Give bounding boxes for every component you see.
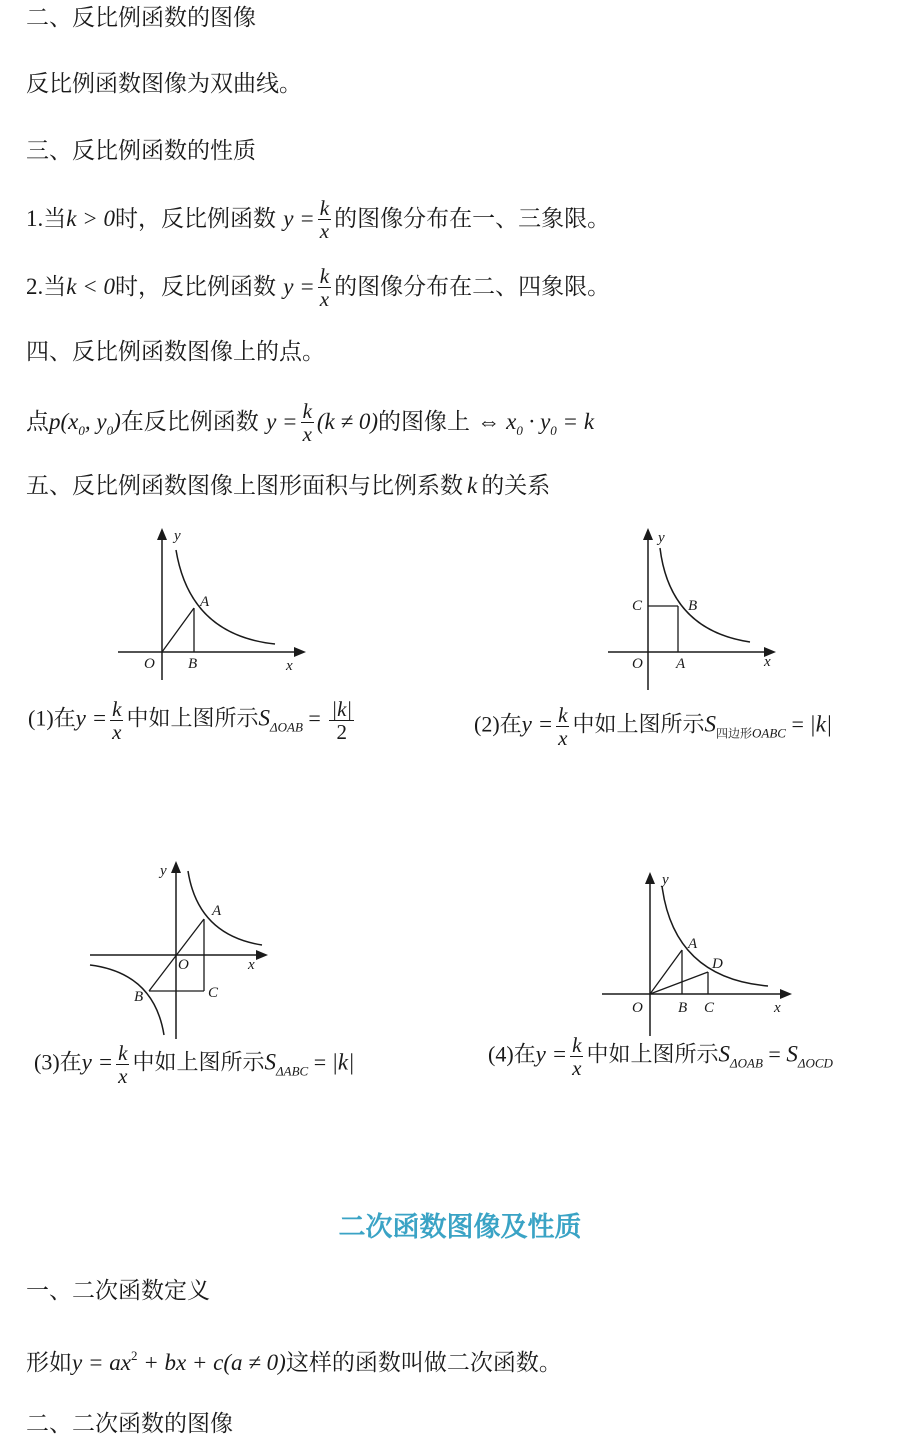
property-2-condition: k < 0 <box>66 274 115 299</box>
quadratic-formula: y = ax <box>72 1350 131 1375</box>
property-1-number: 1. <box>26 206 44 231</box>
hyperbola-statement: 反比例函数图像为双曲线。 <box>26 71 302 97</box>
property-1-condition: k > 0 <box>66 206 115 231</box>
graph-4-A-label: A <box>688 936 698 952</box>
graph-3-y-label: y <box>160 863 167 879</box>
heading-section-5-k: k <box>467 473 478 498</box>
graph-2-A-label: A <box>676 656 686 672</box>
property-2-post: 的图像分布在二、四象限。 <box>334 274 611 300</box>
graph-3-C-label: C <box>208 985 219 1001</box>
graph-3-A-label: A <box>212 903 222 919</box>
graph-1 <box>110 520 310 680</box>
graph-1-B-label: B <box>188 656 198 672</box>
caption-3: (3)在y = $\frac{k}{x}$ 中如上图所示$S_{\Delta ABC} = |k|$ <box>34 1041 355 1088</box>
property-1-y: y = <box>283 206 315 231</box>
property-2 <box>26 265 610 310</box>
point-p: p(x <box>49 409 79 434</box>
graph-2-B-label: B <box>688 598 698 614</box>
graph-2-y-label: y <box>658 530 665 546</box>
graph-4-origin-label: O <box>632 1000 643 1016</box>
property-2-pre: 当 <box>43 274 67 300</box>
heading-section-2: 二、反比例函数的图像 <box>26 5 256 31</box>
property-1 <box>26 197 610 242</box>
quadratic-definition-text: 形如$y = ax^2$ + bx + c(a ≠ 0)这样的函数叫做二次函数。 <box>26 1348 562 1376</box>
point-pre: 点 <box>26 409 49 435</box>
property-2-y: y = <box>283 274 315 299</box>
property-1-mid: 时，反比例函数 <box>114 206 276 232</box>
quadratic-pre: 形如 <box>26 1350 72 1376</box>
graph-4-D-label: D <box>712 956 723 972</box>
graph-4 <box>600 860 800 1040</box>
graph-4-y-label: y <box>662 872 669 888</box>
graph-1-x-label: x <box>286 658 293 674</box>
graph-4-x-label: x <box>774 1000 781 1016</box>
property-1-post: 的图像分布在一、三象限。 <box>334 206 611 232</box>
property-2-mid: 时，反比例函数 <box>114 274 276 300</box>
quadratic-section-title: 二次函数图像及性质 <box>338 1212 582 1243</box>
graph-1-origin-label: O <box>144 656 155 672</box>
caption-1: (1)在y = $\frac{k}{x}$ 中如上图所示$S_{\Delta OAB}$ = $\frac{|k|}{2}$ <box>28 697 353 744</box>
graph-1-A-label: A <box>200 594 210 610</box>
point-on-graph: 点$p(x_0$, $y_0$)在反比例函数 y = $\frac{k}{x}$ (k ≠ 0)的图像上 ⇔ $x_0 \cdot y_0 = k$ <box>26 399 595 446</box>
graph-1-y-label: y <box>174 528 181 544</box>
graph-2-origin-label: O <box>632 656 643 672</box>
graph-2-x-label: x <box>764 654 771 670</box>
heading-section-5-tail: 的关系 <box>481 473 551 499</box>
point-post: 的图像上 <box>378 409 471 435</box>
graph-4-B-label: B <box>678 1000 688 1016</box>
quadratic-post: 这样的函数叫做二次函数。 <box>285 1350 562 1376</box>
graph-3 <box>86 855 276 1040</box>
property-2-fraction: $\frac{k}{x}$ <box>319 264 330 311</box>
point-y: y = <box>266 409 298 434</box>
heading-section-5-text: 五、反比例函数图像上图形面积与比例系数 <box>26 473 463 499</box>
heading-quadratic-graph: 二、二次函数的图像 <box>26 1411 233 1437</box>
heading-section-3: 三、反比例函数的性质 <box>26 138 256 164</box>
graph-2-C-label: C <box>632 598 643 614</box>
caption-2: (2)在y = $\frac{k}{x}$ 中如上图所示$S_{四边形OABC} = |k|$ <box>474 703 833 750</box>
heading-section-4: 四、反比例函数图像上的点。 <box>26 339 325 365</box>
heading-section-5 <box>26 470 550 502</box>
property-2-number: 2. <box>26 274 44 299</box>
graph-2 <box>600 520 790 690</box>
graph-3-B-label: B <box>134 989 144 1005</box>
point-fraction: $\frac{k}{x}$ <box>302 399 312 446</box>
heading-quadratic-definition: 一、二次函数定义 <box>26 1278 210 1304</box>
graph-4-C-label: C <box>704 1000 715 1016</box>
point-equiv: ⇔ x <box>477 409 517 434</box>
point-mid: 在反比例函数 <box>120 409 259 435</box>
property-1-fraction: $\frac{k}{x}$ <box>319 196 330 243</box>
graph-3-origin-label: O <box>178 957 189 973</box>
caption-4: (4)在y = $\frac{k}{x}$ 中如上图所示$S_{\Delta OAB} = S_{\Delta OCD}$ <box>488 1033 833 1080</box>
point-condition: (k ≠ 0) <box>316 409 379 434</box>
graph-3-x-label: x <box>248 957 255 973</box>
property-1-pre: 当 <box>43 206 67 232</box>
